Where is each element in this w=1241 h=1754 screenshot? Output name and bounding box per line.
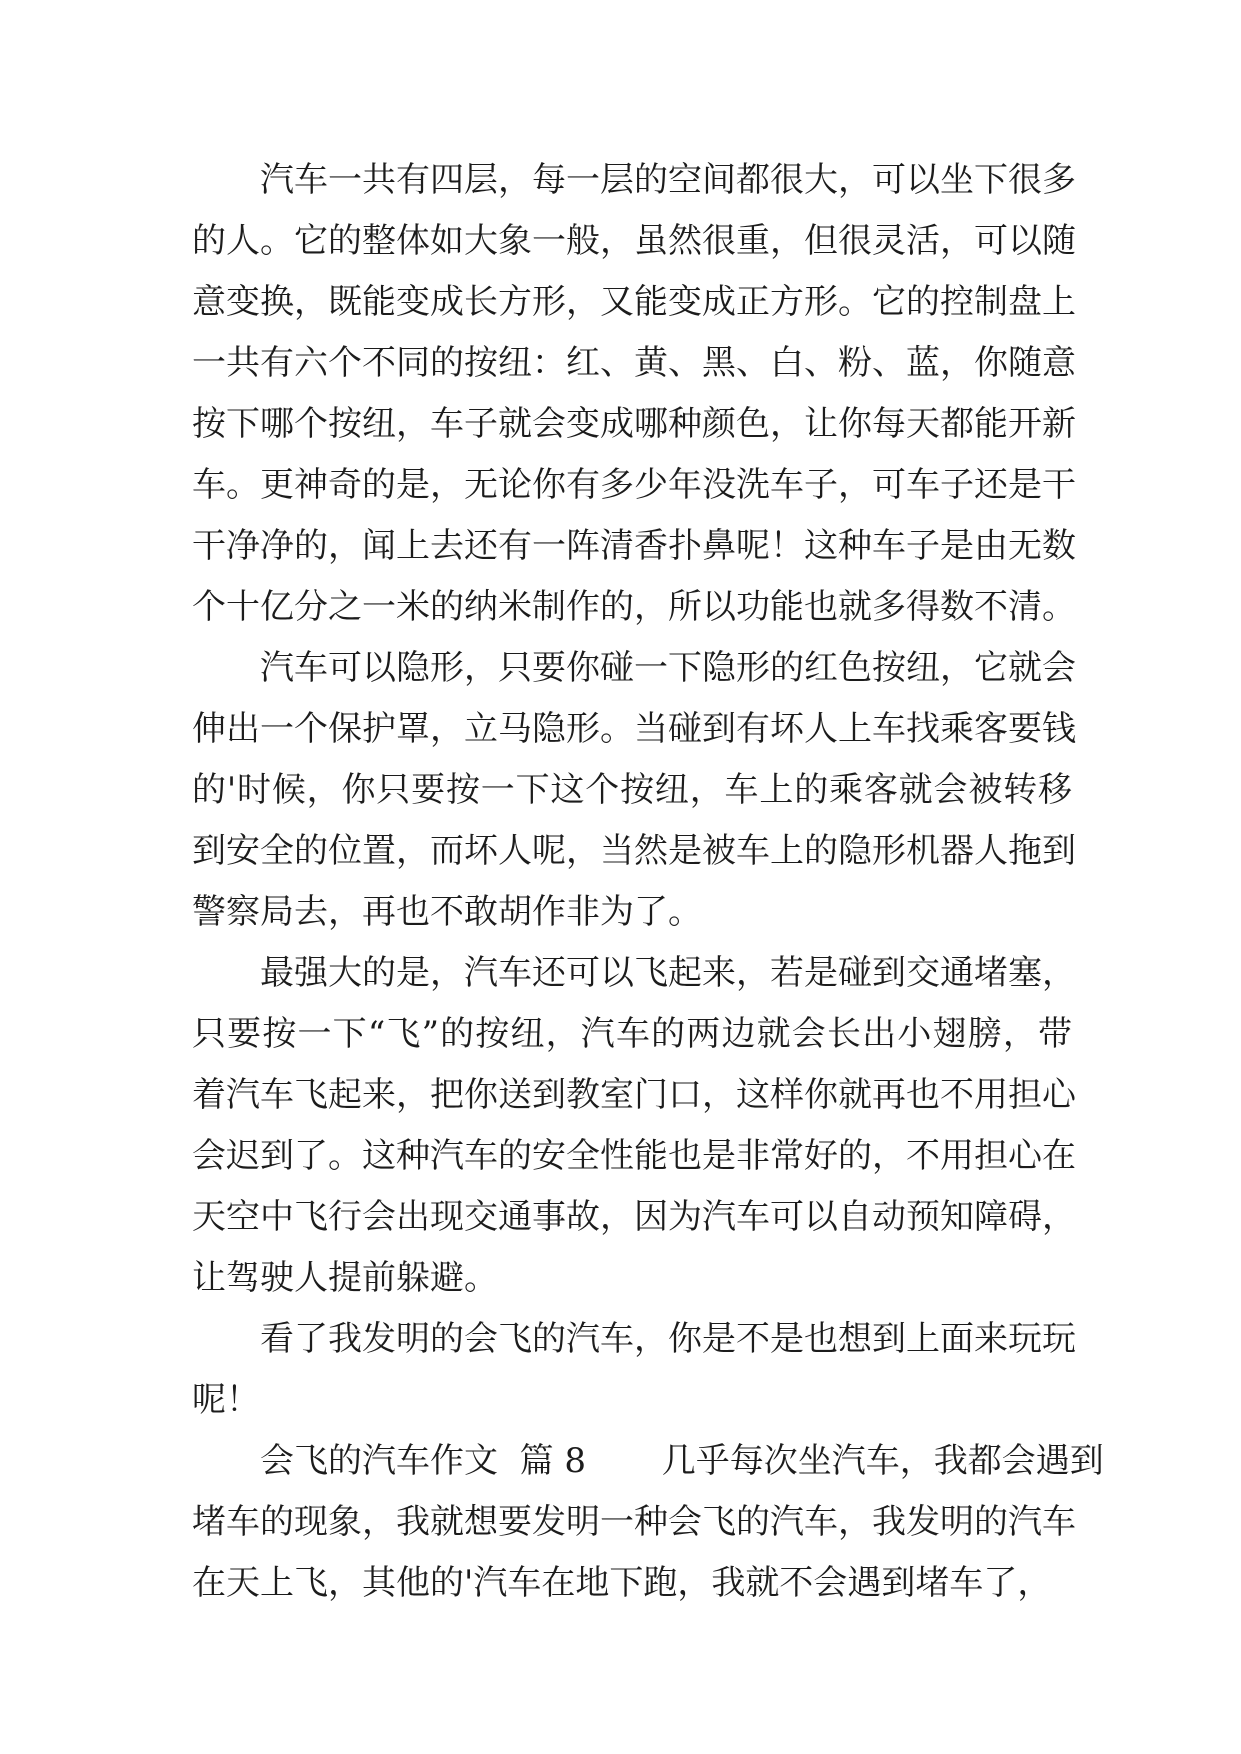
text-line: 最强大的是，汽车还可以飞起来，若是碰到交通堵塞，	[260, 953, 1076, 993]
text-line: 天空中飞行会出现交通事故，因为汽车可以自动预知障碍，	[192, 1197, 1076, 1237]
text-line: 堵车的现象，我就想要发明一种会飞的汽车，我发明的汽车	[192, 1502, 1076, 1542]
text-line: 呢！	[192, 1380, 260, 1420]
text-line: 看了我发明的会飞的汽车，你是不是也想到上面来玩玩	[260, 1319, 1076, 1359]
text-line: 到安全的位置，而坏人呢，当然是被车上的隐形机器人拖到	[192, 831, 1076, 871]
text-line: 着汽车飞起来，把你送到教室门口，这样你就再也不用担心	[192, 1075, 1076, 1115]
text-line: 干净净的，闻上去还有一阵清香扑鼻呢！这种车子是由无数	[192, 526, 1076, 566]
text-line: 按下哪个按纽，车子就会变成哪种颜色，让你每天都能开新	[192, 404, 1076, 444]
text-line: 会飞的汽车作文 篇 8 几乎每次坐汽车，我都会遇到	[260, 1441, 1104, 1481]
text-line: 汽车可以隐形，只要你碰一下隐形的红色按纽，它就会	[260, 648, 1076, 688]
text-line: 伸出一个保护罩，立马隐形。当碰到有坏人上车找乘客要钱	[192, 709, 1076, 749]
text-line: 汽车一共有四层，每一层的空间都很大，可以坐下很多	[260, 160, 1076, 200]
text-line: 的人。它的整体如大象一般，虽然很重，但很灵活，可以随	[192, 221, 1076, 261]
document-body	[192, 150, 1104, 1614]
text-line: 会迟到了。这种汽车的安全性能也是非常好的，不用担心在	[192, 1136, 1076, 1176]
text-line: 在天上飞，其他的'汽车在地下跑，我就不会遇到堵车了，	[192, 1563, 1052, 1603]
text-line: 只要按一下“飞”的按纽，汽车的两边就会长出小翅膀，带	[192, 1014, 1072, 1054]
text-line: 警察局去，再也不敢胡作非为了。	[192, 892, 702, 932]
text-line: 个十亿分之一米的纳米制作的，所以功能也就多得数不清。	[192, 587, 1076, 627]
text-line: 的'时候，你只要按一下这个按纽，车上的乘客就会被转移	[192, 770, 1072, 810]
text-line: 意变换，既能变成长方形，又能变成正方形。它的控制盘上	[192, 282, 1076, 322]
text-line: 让驾驶人提前躲避。	[192, 1258, 498, 1298]
text-line: 车。更神奇的是，无论你有多少年没洗车子，可车子还是干	[192, 465, 1076, 505]
text-line: 一共有六个不同的按纽：红、黄、黑、白、粉、蓝，你随意	[192, 343, 1076, 383]
